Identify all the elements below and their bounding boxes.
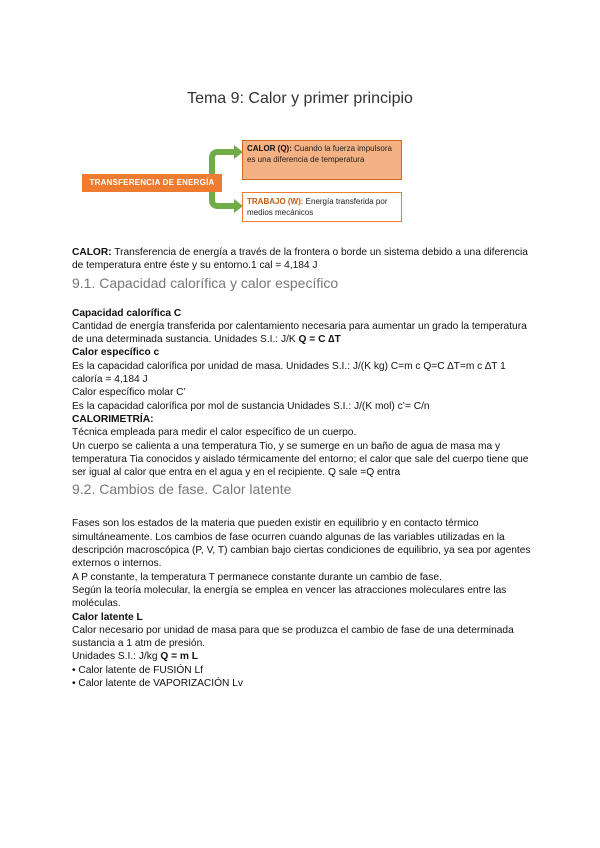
body-text xyxy=(72,246,532,690)
trabajo-term: TRABAJO (W): xyxy=(247,197,304,206)
especifico-line3: Es la capacidad calorífica por mol de sustancia Unidades S.I.: J/(K mol) c’= C/n xyxy=(72,400,430,412)
trabajo-desc: Energía transferida por medios mecánicos xyxy=(247,197,388,217)
latente-text: Calor necesario por unidad de masa para que se produzca el cambio de fase de una determinada sustancia a 1 atm de presión. xyxy=(72,624,514,650)
energy-transfer-diagram xyxy=(82,138,412,228)
calorimetria-line1: Técnica empleada para medir el calor específico de un cuerpo. xyxy=(72,427,357,439)
especifico-line1: Es la capacidad calorífica por unidad de masa. Unidades S.I.: J/(K kg) C=m c Q=C ∆T=m c ∆T 1 caloría = 4,184 J xyxy=(72,360,506,386)
transfer-energy-box: TRANSFERENCIA DE ENERGÍA xyxy=(82,174,222,192)
latente-title: Calor latente L xyxy=(72,611,143,623)
units-formula: Q = m L xyxy=(160,651,198,663)
fases-paragraph: Fases son los estados de la materia que pueden existir en equilibrio y en contacto térmico simultáneamente. Los cambios de fase ocurren cuando algunas de las variables utilizadas en la descripción macroscópica (P, V, T) cambian bajo ciertas condiciones de equilibrio, ya sea por agentes externos o internos. xyxy=(72,518,531,570)
page-title: Tema 9: Calor y primer principio xyxy=(187,90,413,107)
calor-def-text: Transferencia de energía a través de la frontera o borde un sistema debido a una diferencia de temperatura entre éste y su entorno.1 cal = 4,184 J xyxy=(72,247,528,272)
calor-def-term: CALOR: xyxy=(72,247,112,258)
presion-paragraph: A P constante, la temperatura T permanece constante durante un cambio de fase. xyxy=(72,571,442,583)
calorimetria-line2: Un cuerpo se calienta a una temperatura Tio, y se sumerge en un baño de agua de masa ma y temperatura Tia conocidos y aislado térmicamente del entorno; el calor que sale del cuerpo tiene que ser igual al calor que entra en el agua y en el recipiente. Q sale =Q entra xyxy=(72,440,529,479)
capacidad-text xyxy=(72,320,532,347)
calor-term: CALOR (Q): xyxy=(247,144,292,153)
especifico-title: Calor específico c xyxy=(72,347,160,359)
especifico-line2: Calor específico molar C’ xyxy=(72,387,186,399)
section-heading-9-2: 9.2. Cambios de fase. Calor latente xyxy=(72,481,292,498)
bullet-vaporizacion: • Calor latente de VAPORIZACIÓN Lv xyxy=(72,678,243,690)
capacidad-title: Capacidad calorífica C xyxy=(72,307,182,319)
calorimetria-title: CALORIMETRÍA: xyxy=(72,413,154,425)
calor-definition xyxy=(72,246,532,273)
teoria-paragraph: Según la teoría molecular, la energía se emplea en vencer las atracciones moleculares entre las moléculas. xyxy=(72,584,507,610)
calor-desc: Cuando la fuerza impulsora es una diferencia de temperatura xyxy=(247,144,392,164)
capacidad-desc: Cantidad de energía transferida por calentamiento necesaria para aumentar un grado la temperatura de una determinada sustancia. Unidades S.I.: J/K xyxy=(72,320,527,346)
calor-box xyxy=(242,140,402,180)
units-text: Unidades S.I.: J/kg xyxy=(72,651,161,663)
trabajo-box xyxy=(242,192,402,222)
section-heading-9-1: 9.1. Capacidad calorífica y calor específico xyxy=(72,274,339,291)
units-line xyxy=(72,650,532,663)
capacidad-formula: Q = C ∆T xyxy=(298,334,341,346)
bullet-fusion: • Calor latente de FUSIÓN Lf xyxy=(72,664,203,676)
